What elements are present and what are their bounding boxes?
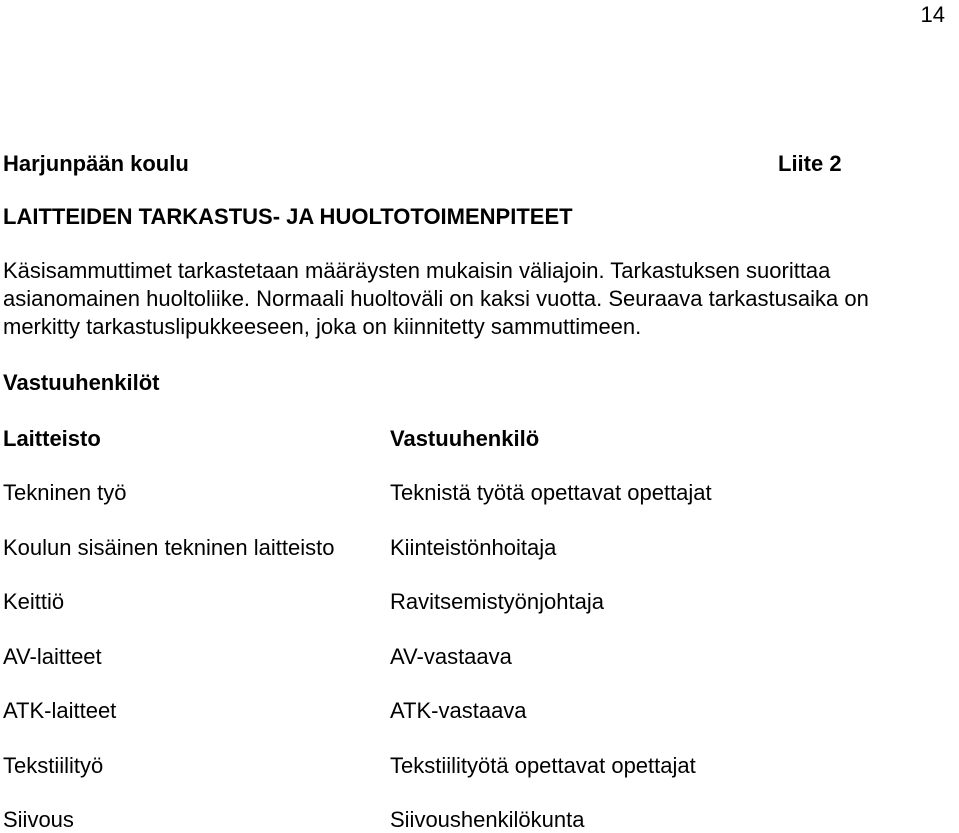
table-cell-responsible: Tekstiilityötä opettavat opettajat: [390, 753, 696, 778]
body-paragraph: [3, 257, 953, 341]
page-number: 14: [920, 2, 945, 27]
paragraph-line: Käsisammuttimet tarkastetaan määräysten mukaisin väliajoin. Tarkastuksen suorittaa: [3, 258, 831, 283]
table-cell-responsible: Kiinteistönhoitaja: [390, 535, 557, 560]
column-header-responsible: Vastuuhenkilö: [390, 426, 540, 451]
table-cell-responsible: Teknistä työtä opettavat opettajat: [390, 480, 712, 505]
section-title: Vastuuhenkilöt: [3, 370, 160, 395]
table-cell-equipment: Siivous: [3, 807, 74, 832]
school-name: Harjunpään koulu: [3, 151, 189, 176]
table-cell-equipment: Tekninen työ: [3, 480, 127, 505]
appendix-label: Liite 2: [778, 151, 842, 176]
table-cell-equipment: Keittiö: [3, 589, 65, 614]
document-title: LAITTEIDEN TARKASTUS- JA HUOLTOTOIMENPITEET: [3, 204, 573, 229]
table-cell-equipment: Tekstiilityö: [3, 753, 104, 778]
table-cell-equipment: Koulun sisäinen tekninen laitteisto: [3, 535, 335, 560]
table-cell-equipment: ATK-laitteet: [3, 698, 117, 723]
table-cell-responsible: ATK-vastaava: [390, 698, 527, 723]
table-cell-equipment: AV-laitteet: [3, 644, 102, 669]
table-cell-responsible: AV-vastaava: [390, 644, 512, 669]
table-cell-responsible: Siivoushenkilökunta: [390, 807, 585, 832]
column-header-equipment: Laitteisto: [3, 426, 101, 451]
paragraph-line: merkitty tarkastuslipukkeeseen, joka on kiinnitetty sammuttimeen.: [3, 314, 642, 339]
table-cell-responsible: Ravitsemistyönjohtaja: [390, 589, 604, 614]
paragraph-line: asianomainen huoltoliike. Normaali huoltoväli on kaksi vuotta. Seuraava tarkastusaika on: [3, 286, 869, 311]
